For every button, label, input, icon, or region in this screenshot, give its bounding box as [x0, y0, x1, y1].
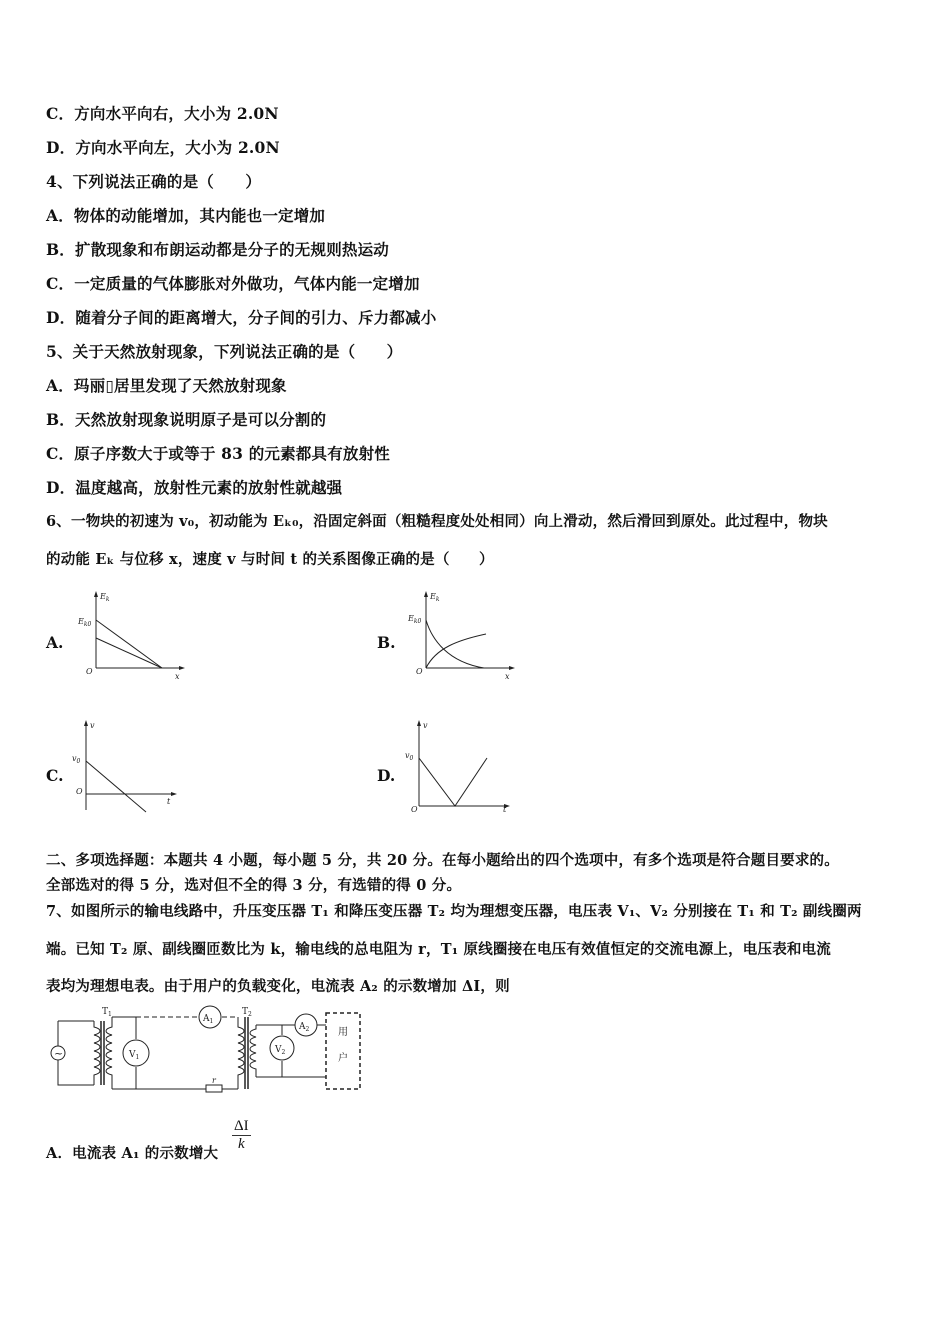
circuit-diagram: [44, 1005, 366, 1093]
graph-c-origin: O: [76, 787, 83, 796]
q4-option-d: D．随着分子间的距离增大，分子间的引力、斥力都减小: [46, 308, 437, 327]
q6-option-d-label: D.: [377, 766, 396, 785]
graph-d-line: [419, 758, 487, 806]
graph-a-ek0-label: E: [78, 617, 84, 626]
q4-option-b: B．扩散现象和布朗运动都是分子的无规则热运动: [46, 240, 390, 259]
v1-label: V: [129, 1050, 136, 1060]
graph-a-line-upper: [96, 620, 162, 668]
q3-option-c: C．方向水平向右，大小为 2.0N: [46, 104, 279, 123]
graph-a-origin: O: [86, 667, 93, 676]
graph-a: [78, 588, 188, 682]
q6-stem-line1: 6、一物块的初速为 v₀，初动能为 Eₖ₀，沿固定斜面（粗糙程度处处相同）向上滑动，然后滑回到原处。此过程中，物块: [46, 513, 828, 530]
user-label-2: 户: [338, 1053, 348, 1064]
svg-text:Ek0: $E_{k0}$: [78, 617, 92, 628]
q7-stem-line2: 端。已知 T₂ 原、副线圈匝数比为 k，输电线的总电阻为 r，T₁ 原线圈接在电压有效值恒定的交流电源上，电压表和电流: [46, 941, 832, 958]
v2-label: V: [275, 1045, 282, 1055]
q5-option-b: B．天然放射现象说明原子是可以分割的: [46, 410, 327, 429]
q5-stem: 5、关于天然放射现象，下列说法正确的是（ ）: [46, 342, 403, 361]
graph-c-t-label: t: [167, 797, 171, 806]
svg-text:V1: $V_1$: [129, 1050, 140, 1061]
q7-option-a: A．电流表 A₁ 的示数增大: [46, 1145, 219, 1162]
graph-c-v-label: v: [90, 721, 95, 730]
graph-d-t-label: t: [503, 805, 507, 814]
q4-option-a: A．物体的动能增加，其内能也一定增加: [46, 206, 326, 225]
r-label: r: [212, 1076, 216, 1085]
t1-label: T: [102, 1007, 109, 1017]
svg-text:Ek: $E_k$: [430, 592, 440, 603]
q7-stem-line1: 7、如图所示的输电线路中，升压变压器 T₁ 和降压变压器 T₂ 均为理想变压器，电压表 V₁、V₂ 分别接在 T₁ 和 T₂ 副线圈两: [46, 903, 862, 920]
voltmeter-v2: [270, 1036, 294, 1060]
q4-option-c: C．一定质量的气体膨胀对外做功，气体内能一定增加: [46, 274, 420, 293]
graph-d-origin: O: [411, 805, 418, 814]
t2-label: T: [242, 1007, 249, 1017]
q5-option-a: A．玛丽▯居里发现了天然放射现象: [46, 376, 287, 395]
fraction-delta-i-over-k: [232, 1118, 251, 1153]
section2-header-line2: 全部选对的得 5 分，选对但不全的得 3 分，有选错的得 0 分。: [46, 877, 462, 894]
graph-c-line: [86, 761, 146, 812]
graph-a-line-lower: [96, 638, 162, 668]
q6-stem-line2: 的动能 Eₖ 与位移 x，速度 v 与时间 t 的关系图像正确的是（ ）: [46, 551, 494, 568]
q6-option-b-label: B.: [377, 633, 396, 652]
graph-b-decay-curve: [426, 620, 484, 668]
svg-text:T2: $T_2$: [242, 1007, 252, 1018]
ac-source-symbol: ~: [54, 1047, 64, 1060]
graph-a-ek-label: E: [100, 592, 106, 601]
graph-b-ek-label: E: [430, 592, 436, 601]
svg-text:Ek0: $E_{k0}$: [408, 614, 422, 625]
q5-option-d: D．温度越高，放射性元素的放射性就越强: [46, 478, 343, 497]
svg-text:Ek: $E_k$: [100, 592, 110, 603]
svg-text:v0: $v_0$: [72, 754, 81, 765]
graph-b: [408, 588, 518, 682]
q4-stem: 4、下列说法正确的是（ ）: [46, 172, 262, 191]
a2-label: A: [299, 1022, 306, 1032]
svg-text:V2: $V_2$: [275, 1045, 286, 1056]
user-load-box: [326, 1013, 360, 1089]
graph-b-x-label: x: [505, 672, 510, 681]
q3-option-d: D．方向水平向左，大小为 2.0N: [46, 138, 280, 157]
graph-d-v0-label: v: [405, 751, 410, 760]
graph-c: [70, 714, 182, 814]
graph-b-ek0-label: E: [408, 614, 414, 623]
graph-c-v0-label: v: [72, 754, 77, 763]
q6-option-c-label: C.: [46, 766, 64, 785]
voltmeter-v1: [123, 1040, 149, 1066]
svg-text:A1: $A_1$: [203, 1014, 214, 1025]
fraction-denominator: k: [237, 1136, 245, 1152]
svg-text:T1: $T_1$: [102, 1007, 112, 1018]
svg-text:A2: $A_2$: [299, 1022, 310, 1033]
graph-d-v-label: v: [423, 721, 428, 730]
q7-stem-line3: 表均为理想电表。由于用户的负载变化，电流表 A₂ 的示数增加 ΔI，则: [46, 978, 510, 995]
fraction-numerator: ΔI: [234, 1118, 249, 1134]
svg-text:v0: $v_0$: [405, 751, 414, 762]
user-label-1: 用: [338, 1027, 348, 1038]
graph-b-origin: O: [416, 667, 423, 676]
q5-option-c: C．原子序数大于或等于 83 的元素都具有放射性: [46, 444, 391, 463]
q6-option-a-label: A.: [46, 633, 64, 652]
a1-label: A: [203, 1014, 210, 1024]
resistor-r: [206, 1085, 222, 1092]
graph-d: [403, 714, 515, 814]
section2-header-line1: 二、多项选择题：本题共 4 小题，每小题 5 分，共 20 分。在每小题给出的四个选项中，有多个选项是符合题目要求的。: [46, 852, 839, 869]
graph-a-x-label: x: [175, 672, 180, 681]
